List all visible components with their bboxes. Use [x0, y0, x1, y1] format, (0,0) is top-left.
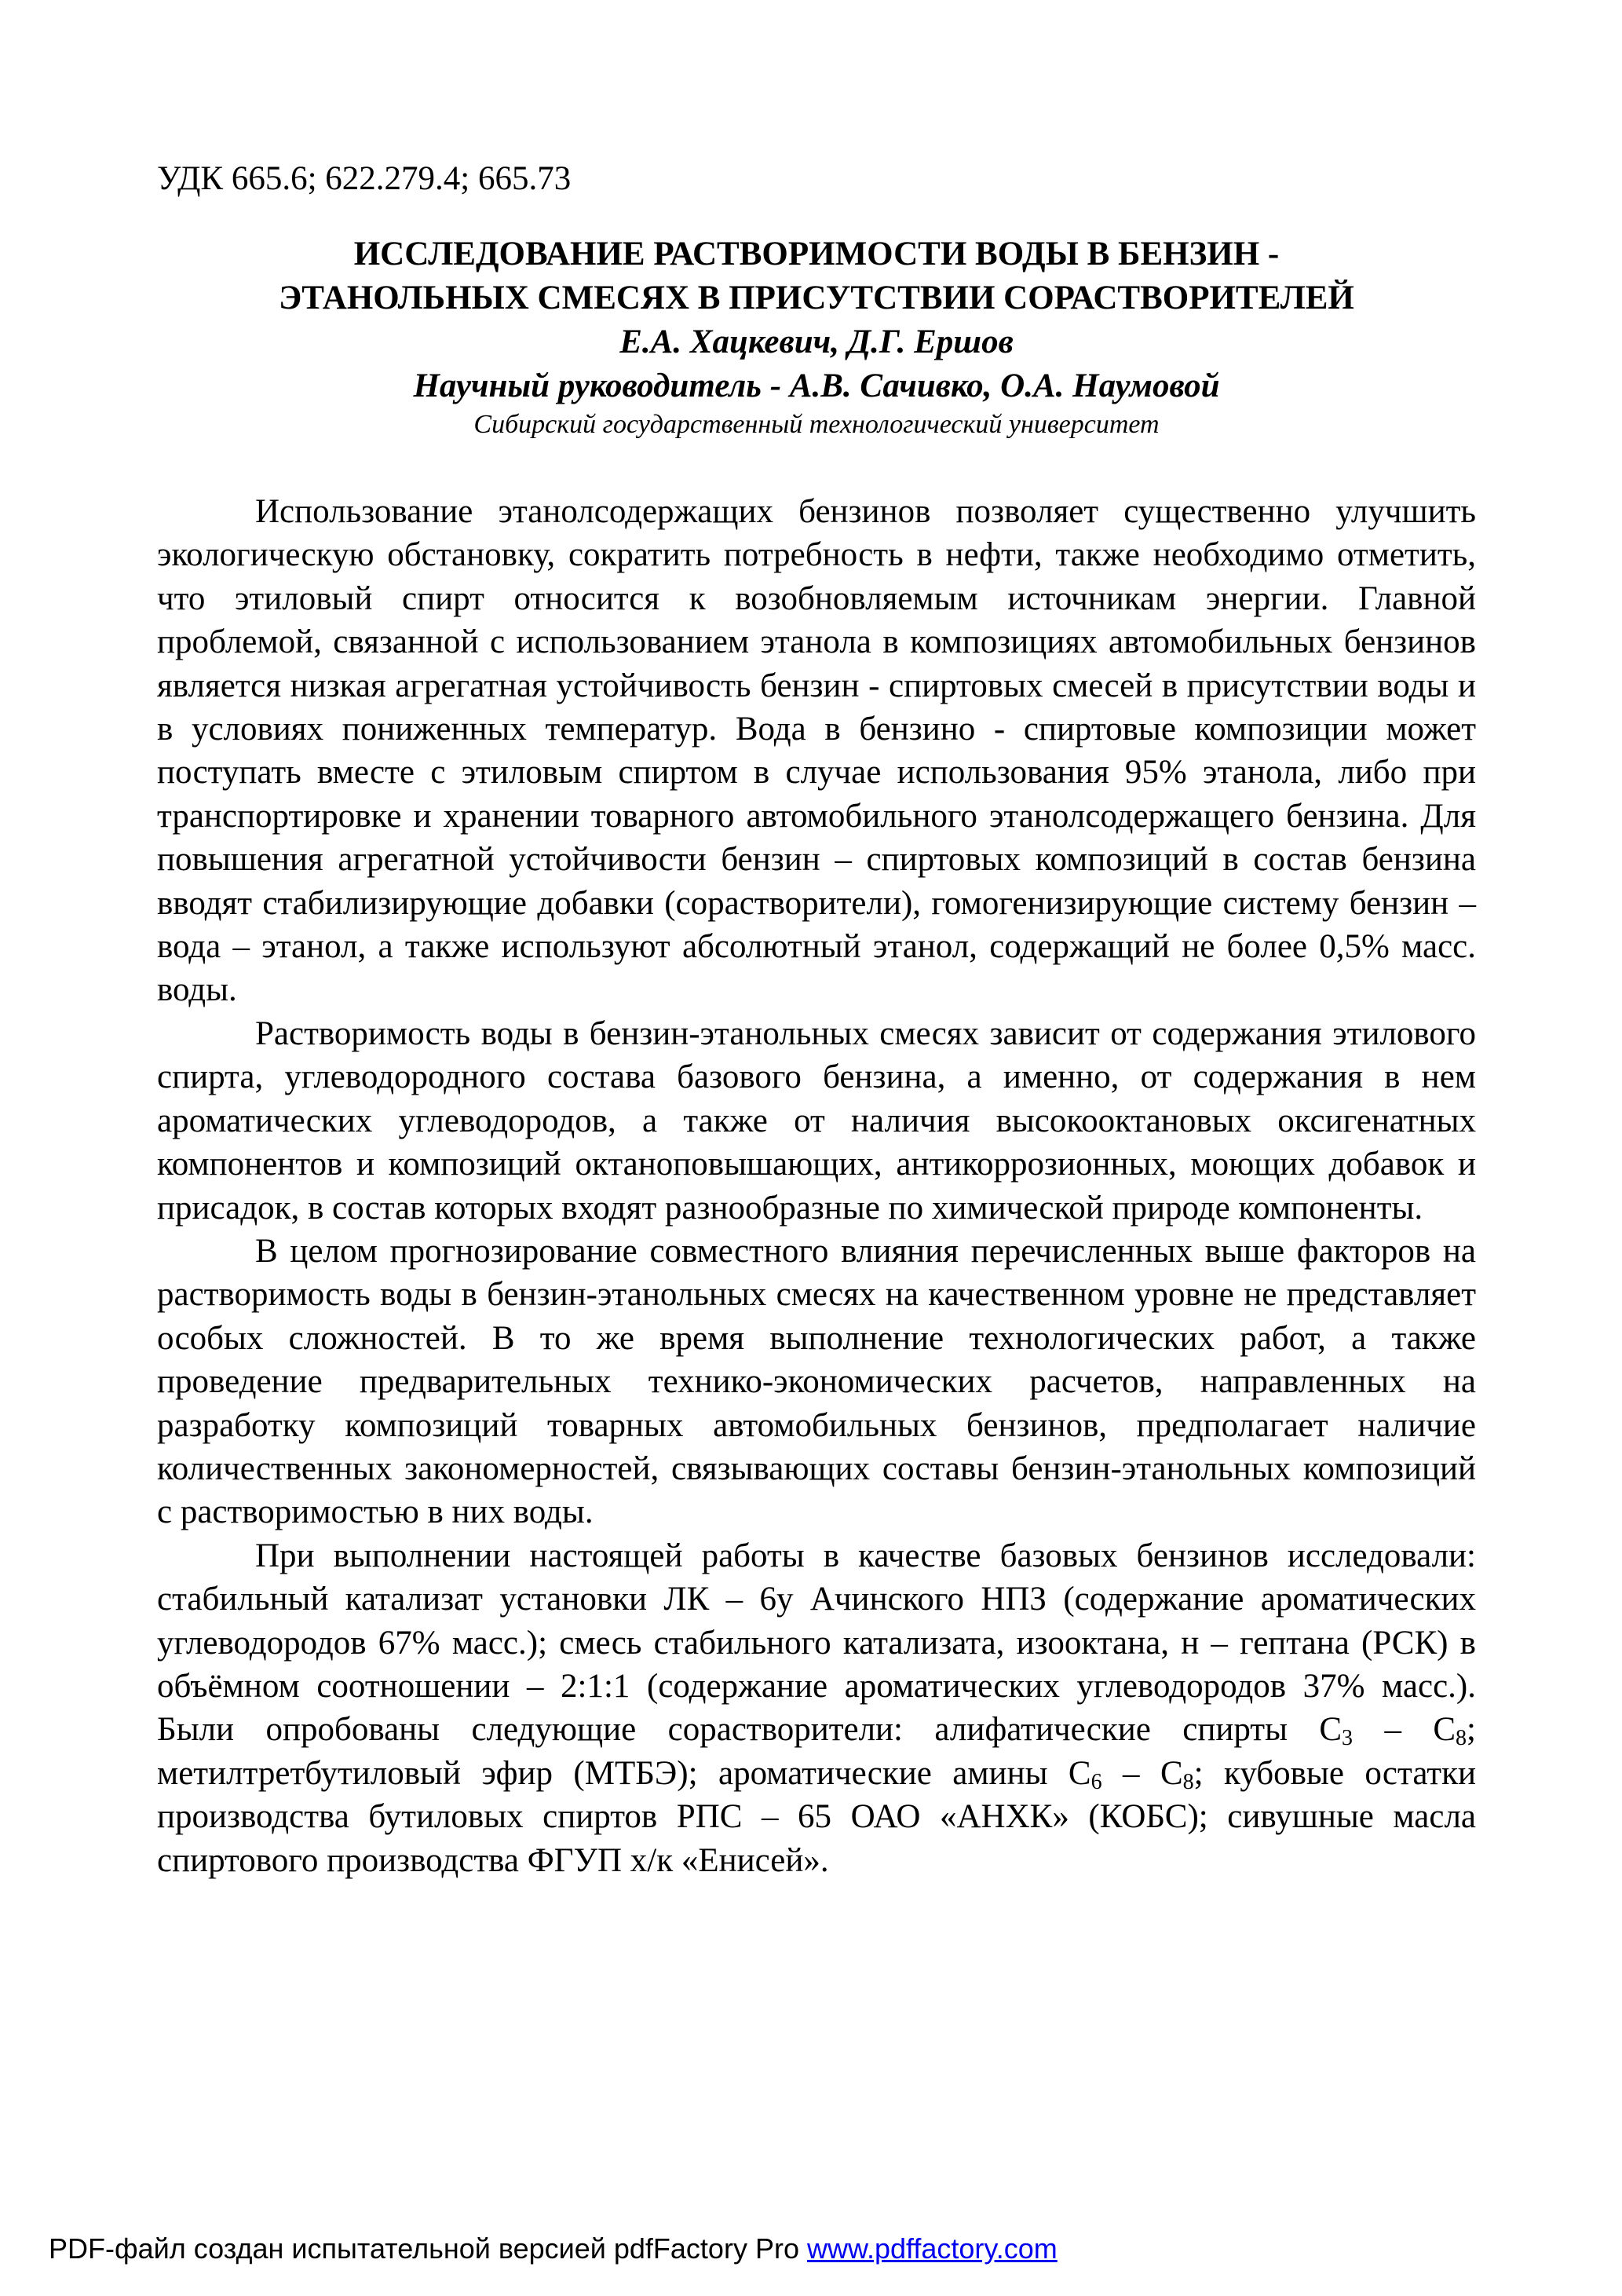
title-block [157, 232, 1476, 441]
paragraph-4 [157, 1534, 1476, 1882]
footer-text: PDF-файл создан испытательной версией pdfFactory Pro [49, 2232, 799, 2265]
subscript: 8 [1456, 1726, 1467, 1751]
paper-title-line-1: ИССЛЕДОВАНИЕ РАСТВОРИМОСТИ ВОДЫ В БЕНЗИН - [353, 236, 1280, 272]
pdf-footer [49, 2232, 1058, 2266]
paragraph-1: Использование этанолсодержащих бензинов позволяет существенно улучшить экологическую обстановку, сократить потребность в нефти, также необходимо отметить, что этиловый спирт относится к возобновляемым источникам энергии. Главной проблемой, связанной с использованием этанола в композициях автомобильных бензинов является низкая агрегатная устойчивость бензин - спиртовых смесей в присутствии воды и в условиях пониженных температур. Вода в бензино - спиртовые композиции может поступать вместе с этиловым спиртом в случае использования 95% этанола, либо при транспортировке и хранении товарного автомобильного этанолсодержащего бензина. Для повышения агрегатной устойчивости бензин – спиртовых композиций в состав бензина вводят стабилизирующие добавки (сорастворители), гомогенизирующие систему бензин – вода – этанол, а также используют абсолютный этанол, содержащий не более 0,5% масс. воды. [157, 493, 1476, 1009]
supervisor: Научный руководитель - А.В. Сачивко, О.А. Наумовой [413, 367, 1220, 404]
affiliation: Сибирский государственный технологический университет [473, 410, 1160, 439]
paragraph-4-text-e: ; кубовые остатки производства бутиловых спиртов РПС – 65 ОАО «АНХК» (КОБС); сивушные масла спиртового производства ФГУП х/к «Енисей». [157, 1754, 1476, 1879]
paragraph-4-text-c: ; метилтретбутиловый эфир (МТБЭ); ароматические амины С [157, 1711, 1476, 1792]
body-text [157, 490, 1476, 1882]
subscript: 3 [1342, 1726, 1353, 1751]
paper-title-line-2: ЭТАНОЛЬНЫХ СМЕСЯХ В ПРИСУТСТВИИ СОРАСТВОРИТЕЛЕЙ [279, 280, 1354, 316]
paragraph-4-text-b: – С [1353, 1711, 1456, 1749]
subscript: 8 [1182, 1769, 1194, 1794]
subscript: 6 [1090, 1769, 1102, 1794]
paragraph-3: В целом прогнозирование совместного влияния перечисленных выше факторов на растворимость воды в бензин-этанольных смесях на качественном уровне не представляет особых сложностей. В то же время выполнение технологических работ, а также проведение предварительных технико-экономических расчетов, направленных на разработку композиций товарных автомобильных бензинов, предполагает наличие количественных закономерностей, связывающих составы бензин-этанольных композиций с растворимостью в них воды. [157, 1232, 1476, 1531]
authors: Е.А. Хацкевич, Д.Г. Ершов [619, 324, 1014, 360]
footer-link[interactable]: www.pdffactory.com [806, 2232, 1058, 2265]
paragraph-4-text-d: – С [1101, 1754, 1183, 1792]
paragraph-2: Растворимость воды в бензин-этанольных смесях зависит от содержания этилового спирта, углеводородного состава базового бензина, а именно, от содержания в нем ароматических углеводородов, а также от наличия высокооктановых оксигенатных компонентов и композиций октаноповышающих, антикоррозионных, моющих добавок и присадок, в состав которых входят разнообразные по химической природе компоненты. [157, 1015, 1476, 1227]
paragraph-4-text-a: При выполнении настоящей работы в качестве базовых бензинов исследовали: стабильный катализат установки ЛК – 6у Ачинского НПЗ (содержание ароматических углеводородов 67% масс.); смесь стабильного катализата, изооктана, н – гептана (РСК) в объёмном соотношении – 2:1:1 (содержание ароматических углеводородов 37% масс.). Были опробованы следующие сорастворители: алифатические спирты С [157, 1537, 1476, 1749]
udk-code: УДК 665.6; 622.279.4; 665.73 [157, 160, 572, 197]
